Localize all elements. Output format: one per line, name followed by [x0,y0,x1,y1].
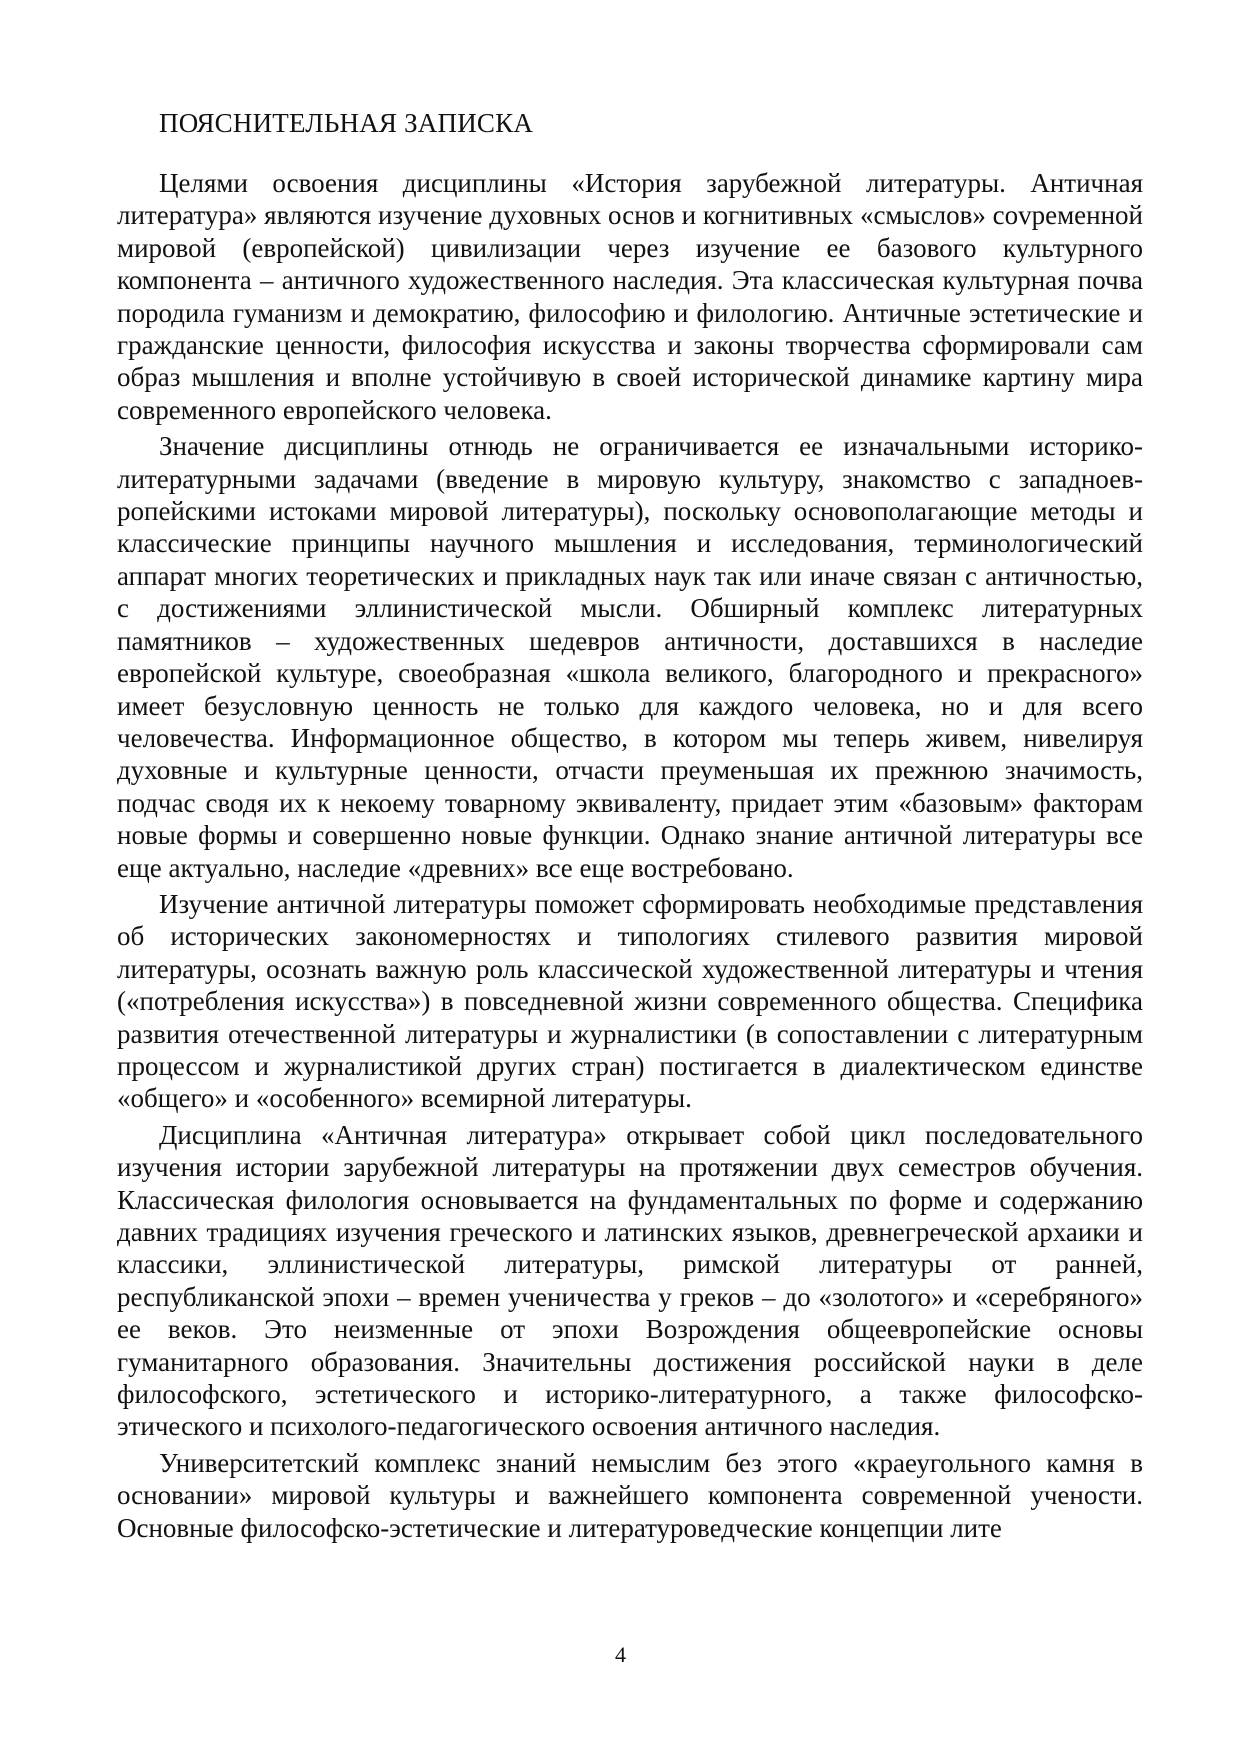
section-heading: ПОЯСНИТЕЛЬНАЯ ЗАПИСКА [159,108,534,138]
paragraph-significance: Значение дисциплины отнюдь не ограничивается ее изначальными историко-литературными задачами (введение в мировую культуру, знакомство с западноевропейскими истоками мировой литературы), поскольку основополагающие методы и классические принципы научного мышления и исследования, терминологический аппарат многих теоретических и прикладных наук так или иначе связан с античностью, с достижениями эллинистической мысли. Обширный комплекс литературных памятников – художественных шедевров античности, доставшихся в наследие европейской культуре, своеобразная «школа великого, благородного и прекрасного» имеет безусловную ценность не только для каждого человека, но и для всего человечества. Информационное общество, в котором мы теперь живем, нивелируя духовные и культурные ценности, отчасти преуменьшая их прежнюю значимость, подчас сводя их к некоему товарному эквиваленту, придает этим «базовым» факторам новые формы и совершенно новые функции. Однако знание античной литературы все еще актуально, наследие «древних» все еще востребовано. [117,431,1143,883]
paragraph-university: Университетский комплекс знаний немыслим без этого «краеугольного камня в основании» мировой культуры и важнейшего компонента современной учености. Основные философско-эстетические и литературоведческие концепции лите [117,1447,1143,1543]
paragraph-study: Изучение античной литературы поможет сформировать необходимые представления об исторических закономерностях и типологиях стилевого развития мировой литературы, осознать важную роль классической художественной литературы и чтения («потребления искусства») в повседневной жизни современного общества. Специфика развития отечественной литературы и журналистики (в сопоставлении с литературным процессом и журналистикой других стран) постигается в диалектическом единстве «общего» и «особенного» всемирной литературы. [117,888,1143,1114]
paragraph-discipline: Дисциплина «Античная литература» открывает собой цикл последовательного изучения истории зарубежной литературы на протяжении двух семестров обучения. Классическая филология основывается на фундаментальных по форме и содержанию давних традициях изучения греческого и латинских языков, древнегреческой архаики и классики, эллинистической литературы, римской литературы от ранней, республиканской эпохи – времен ученичества у греков – до «золотого» и «серебряного» ее веков. Это неизменные от эпохи Возрождения общеевропейские основы гуманитарного образования. Значительны достижения российской науки в деле философского, эстетического и историко-литературного, а также философско-этического и психолого-педагогического освоения античного наследия. [117,1119,1143,1442]
page-number: 4 [615,1642,626,1667]
document-page [117,105,1143,1548]
paragraph-goals: Целями освоения дисциплины «История зарубежной литературы. Античная литература» являются изучение духовных основ и когнитивных «смыслов» соvременной мировой (европейской) цивилизации через изучение ее базового культурного компонента – античного художественного наследия. Эта классическая культурная почва породила гуманизм и демократию, философию и филологию. Античные эстетические и гражданские ценности, философия искусства и законы творчества сформировали сам образ мышления и вполне устойчивую в своей исторической динамике картину мира современного европейского человека. [117,168,1143,425]
